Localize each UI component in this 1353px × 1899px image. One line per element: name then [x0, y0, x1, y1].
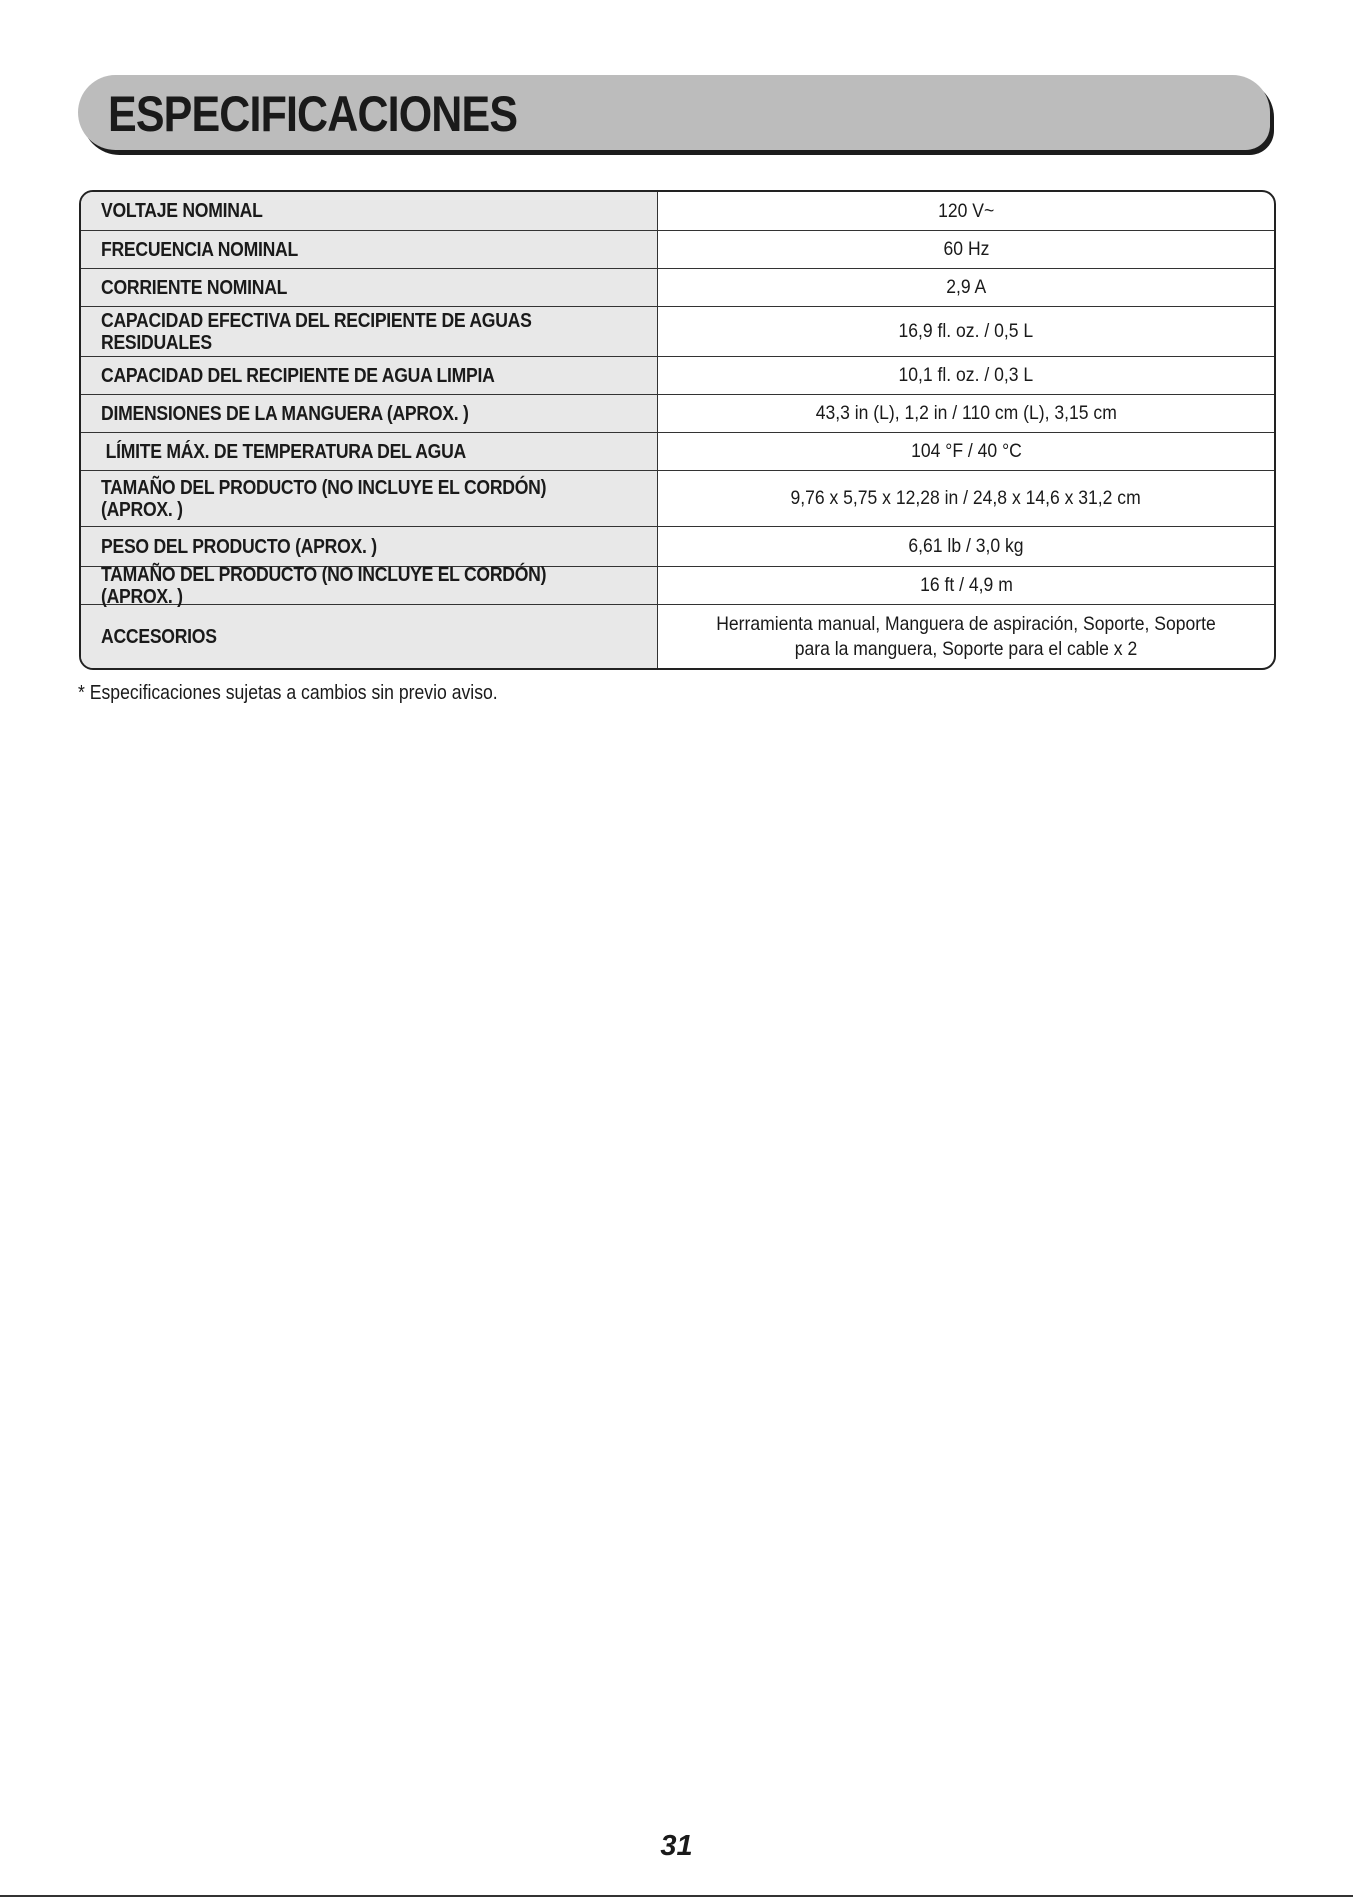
spec-value: 60 Hz [943, 238, 989, 260]
spec-value: 104 °F / 40 °C [910, 440, 1022, 462]
spec-label: TAMAÑO DEL PRODUCTO (NO INCLUYE EL CORDÓN) (APROX. ) [81, 471, 658, 526]
table-row [81, 356, 1274, 394]
spec-value: Herramienta manual, Manguera de aspiración, Soporte, Soporte para la manguera, Soporte para el cable x 2 [716, 612, 1216, 660]
spec-label: CAPACIDAD DEL RECIPIENTE DE AGUA LIMPIA [81, 357, 658, 394]
footnote: * Especificaciones sujetas a cambios sin previo aviso. [78, 682, 498, 704]
table-row [81, 394, 1274, 432]
section-title-bar [78, 75, 1270, 150]
spec-label: FRECUENCIA NOMINAL [81, 231, 658, 268]
spec-value: 2,9 A [945, 276, 987, 298]
spec-value: 16 ft / 4,9 m [919, 574, 1013, 596]
table-row [81, 470, 1274, 526]
spec-value: 120 V~ [937, 199, 995, 222]
page-title: ESPECIFICACIONES [108, 86, 518, 142]
table-row [81, 268, 1274, 306]
spec-value: 43,3 in (L), 1,2 in / 110 cm (L), 3,15 cm [815, 402, 1117, 424]
table-row [81, 604, 1274, 668]
table-row [81, 563, 1274, 608]
table-row [81, 306, 1274, 356]
spec-label: DIMENSIONES DE LA MANGUERA (APROX. ) [81, 395, 658, 432]
page-number: 31 [660, 1830, 693, 1862]
spec-value: 16,9 fl. oz. / 0,5 L [898, 320, 1034, 342]
specifications-table [79, 190, 1276, 670]
spec-label: CORRIENTE NOMINAL [81, 269, 658, 306]
spec-label: TAMAÑO DEL PRODUCTO (NO INCLUYE EL CORDÓN) (APROX. ) [81, 567, 658, 604]
table-row [81, 526, 1274, 566]
table-row [81, 192, 1274, 230]
spec-value: 9,76 x 5,75 x 12,28 in / 24,8 x 14,6 x 31,2 cm [790, 487, 1142, 509]
table-row [81, 230, 1274, 268]
spec-label: PESO DEL PRODUCTO (APROX. ) [81, 527, 658, 566]
spec-label: VOLTAJE NOMINAL [81, 192, 658, 230]
spec-value: 6,61 lb / 3,0 kg [908, 535, 1024, 557]
spec-value: 10,1 fl. oz. / 0,3 L [898, 364, 1034, 386]
spec-label: CAPACIDAD EFECTIVA DEL RECIPIENTE DE AGUAS RESIDUALES [81, 307, 658, 356]
bottom-divider [0, 1895, 1353, 1897]
table-row [81, 432, 1274, 470]
spec-label: LÍMITE MÁX. DE TEMPERATURA DEL AGUA [81, 433, 658, 470]
spec-label: ACCESORIOS [81, 605, 658, 668]
